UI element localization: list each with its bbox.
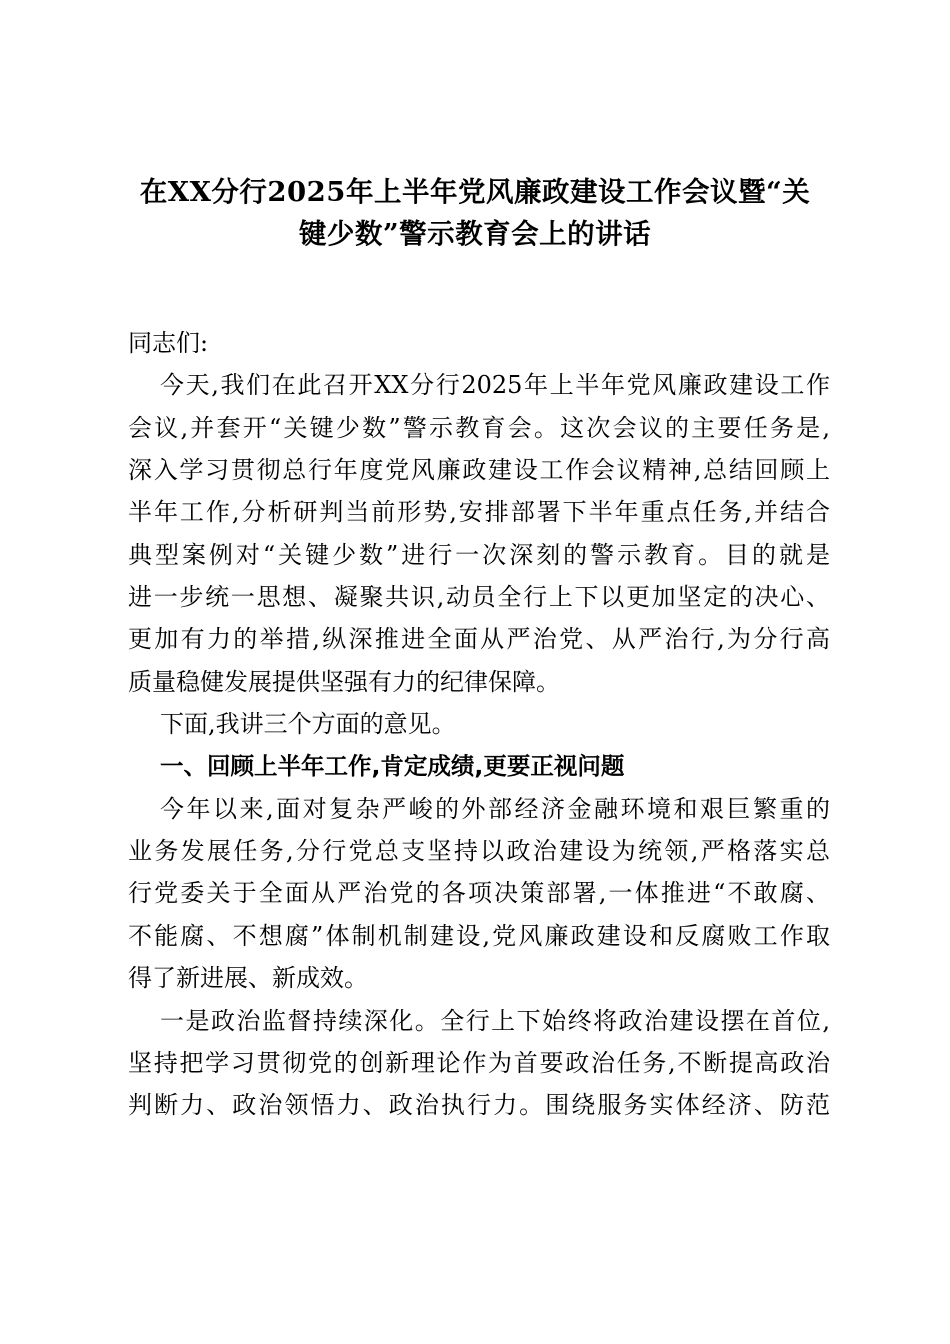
paragraph-line: 会议,并套开“关键少数”警示教育会。这次会议的主要任务是, bbox=[128, 413, 830, 442]
paragraph-line: 典型案例对“关键少数”进行一次深刻的警示教育。目的就是 bbox=[128, 540, 830, 569]
paragraph-line: 不能腐、不想腐”体制机制建设,党风廉政建设和反腐败工作取 bbox=[128, 921, 830, 950]
paragraph-line: 质量稳健发展提供坚强有力的纪律保障。 bbox=[128, 667, 560, 696]
paragraph-line: 更加有力的举措,纵深推进全面从严治党、从严治行,为分行高 bbox=[128, 625, 830, 654]
paragraph-line: 下面,我讲三个方面的意见。 bbox=[160, 710, 456, 739]
title-line-1: 在XX分行2025年上半年党风廉政建设工作会议暨“关 bbox=[139, 176, 811, 208]
paragraph-line: 得了新进展、新成效。 bbox=[128, 964, 368, 993]
paragraph-line: 半年工作,分析研判当前形势,安排部署下半年重点任务,并结合 bbox=[128, 498, 830, 527]
paragraph-line: 今年以来,面对复杂严峻的外部经济金融环境和艰巨繁重的 bbox=[160, 794, 830, 823]
title-line-2: 键少数”警示教育会上的讲话 bbox=[298, 218, 652, 251]
salutation: 同志们: bbox=[128, 329, 209, 357]
section-heading: 一、回顾上半年工作,肯定成绩,更要正视问题 bbox=[160, 752, 625, 781]
paragraph-line: 深入学习贯彻总行年度党风廉政建设工作会议精神,总结回顾上 bbox=[128, 456, 830, 485]
body-lines bbox=[128, 364, 830, 1126]
paragraph-line: 业务发展任务,分行党总支坚持以政治建设为统领,严格落实总 bbox=[128, 837, 830, 866]
paragraph-line: 进一步统一思想、凝聚共识,动员全行上下以更加坚定的决心、 bbox=[128, 583, 830, 612]
paragraph-line: 一是政治监督持续深化。全行上下始终将政治建设摆在首位, bbox=[160, 1006, 830, 1035]
paragraph-line: 判断力、政治领悟力、政治执行力。围绕服务实体经济、防范 bbox=[128, 1091, 830, 1120]
document-body bbox=[128, 322, 830, 1127]
paragraph-line: 今天,我们在此召开XX分行2025年上半年党风廉政建设工作 bbox=[160, 371, 830, 400]
document-title bbox=[120, 166, 830, 251]
paragraph-line: 坚持把学习贯彻党的创新理论作为首要政治任务,不断提高政治 bbox=[128, 1048, 830, 1077]
paragraph-line: 行党委关于全面从严治党的各项决策部署,一体推进“不敢腐、 bbox=[128, 879, 830, 908]
